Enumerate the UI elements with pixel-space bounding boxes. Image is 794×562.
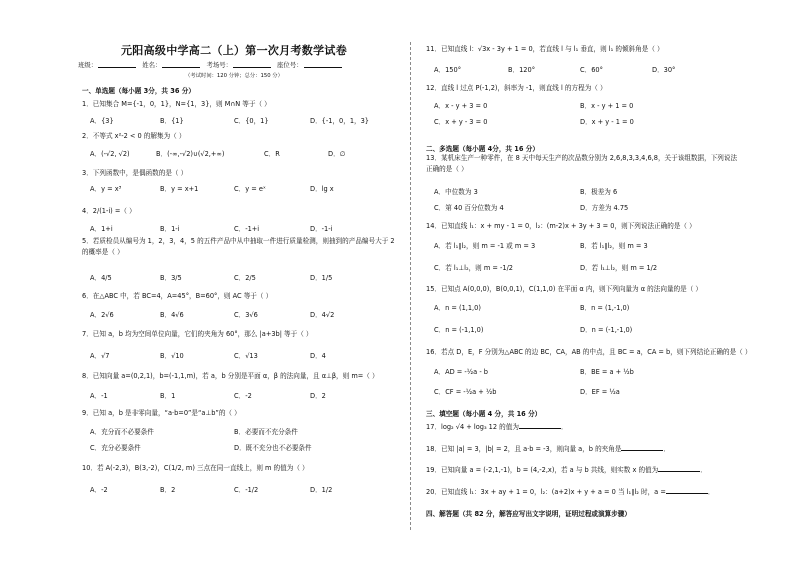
option-c[interactable]: C．R [264, 150, 280, 158]
question-6: 6．在△ABC 中，若 BC=4，A=45°，B=60°，则 AC 等于（ ） [82, 292, 273, 300]
section-single-choice: 一、单选题（每小题 3分，共 36 分） [82, 87, 195, 95]
option-b[interactable]: B．(-∞,-√2)∪(√2,+∞) [156, 150, 225, 158]
option-b[interactable]: B．{1} [160, 117, 184, 125]
question-13-options-row2 [426, 202, 740, 212]
option-c[interactable]: C．2/5 [234, 274, 256, 282]
option-c[interactable]: C．-1+i [234, 225, 260, 233]
question-4: 4．2/(1-i) =（ ） [82, 207, 136, 215]
option-b[interactable]: B．4√6 [160, 311, 184, 319]
option-a[interactable]: A．-2 [90, 486, 108, 494]
exam-note: （考试时间：120 分钟；总分：150 分） [185, 73, 283, 79]
question-8-options [82, 390, 400, 400]
column-divider [410, 42, 411, 530]
option-d[interactable]: D．30° [652, 66, 676, 74]
option-d[interactable]: D．既不充分也不必要条件 [234, 444, 312, 452]
option-c[interactable]: C．√13 [234, 352, 258, 360]
option-d[interactable]: D．4 [310, 352, 326, 360]
option-b[interactable]: B．必要而不充分条件 [234, 428, 298, 436]
option-a[interactable]: A．2√6 [90, 311, 114, 319]
question-17-text: 17．log₂ √4 + log₃ 12 的值为 [426, 423, 519, 431]
option-c[interactable]: C．{0，1} [234, 117, 269, 125]
question-10-options [82, 484, 400, 494]
option-a[interactable]: A．1+i [90, 225, 113, 233]
question-4-options [82, 223, 400, 233]
option-d[interactable]: D．1/5 [310, 274, 333, 282]
question-17: 17．log₂ √4 + log₃ 12 的值为 ． [426, 423, 568, 431]
option-c[interactable]: C．充分必要条件 [90, 444, 141, 452]
option-c[interactable]: C．-2 [234, 392, 252, 400]
option-d[interactable]: D．x + y - 1 = 0 [580, 118, 634, 126]
question-11: 11．已知直线 l：√3x - 3y + 1 = 0，若直线 l 与 l₁ 垂直，则 l₁ 的倾斜角是（ ） [426, 45, 664, 53]
option-b[interactable]: B．极差为 6 [580, 188, 618, 196]
question-9: 9．已知 a，b 是非零向量，“a·b=0”是“a⊥b”的（ ） [82, 409, 241, 417]
option-d[interactable]: D．∅ [328, 150, 346, 158]
question-15: 15．已知点 A(0,0,0)，B(0,0,1)，C(1,1,0) 在平面 α 内，则下列向量为 α 的法向量的是（ ） [426, 285, 703, 293]
option-c[interactable]: C．n = (-1,1,0) [434, 326, 484, 334]
option-a[interactable]: A．4/5 [90, 274, 112, 282]
option-d[interactable]: D．-1-i [310, 225, 333, 233]
question-16-options-row2 [426, 386, 740, 396]
section-answer: 四、解答题（共 82 分，解答应写出文字说明，证明过程或演算步骤） [426, 510, 631, 518]
option-a[interactable]: A．{3} [90, 117, 114, 125]
option-d[interactable]: D．方差为 4.75 [580, 204, 629, 212]
option-d[interactable]: D．1/2 [310, 486, 333, 494]
name-field[interactable] [162, 67, 200, 68]
option-a[interactable]: A．n = (1,1,0) [434, 304, 481, 312]
section-multi-choice: 二、多选题（每小题 4分，共 16 分） [426, 145, 539, 153]
question-19: 19．已知向量 a = (-2,1,-1)，b = (4,-2,x)，若 a 与 b 共线，则实数 x 的值为 ． [426, 466, 707, 474]
option-b[interactable]: B．1-i [160, 225, 180, 233]
option-a[interactable]: A．150° [434, 66, 461, 74]
question-2: 2．不等式 x²-2 < 0 的解集为（ ） [82, 132, 186, 140]
option-c[interactable]: C．若 l₁⊥l₂，则 m = -1/2 [434, 264, 513, 272]
question-13-options-row1 [426, 186, 740, 196]
question-19-text: 19．已知向量 a = (-2,1,-1)，b = (4,-2,x)，若 a 与 b 共线，则实数 x 的值为 [426, 466, 659, 474]
exam-no-label: 考场号： [206, 61, 232, 69]
option-d[interactable]: D．lg x [310, 185, 334, 193]
option-c[interactable]: C．x + y - 3 = 0 [434, 118, 488, 126]
question-5-options [82, 272, 400, 282]
question-12-options-row2 [426, 116, 740, 126]
answer-blank-20[interactable] [666, 487, 708, 494]
question-9-options-row1 [82, 426, 400, 436]
seat-no-label: 座位号： [277, 61, 303, 69]
question-8: 8．已知向量 a=(0,2,1)，b=(-1,1,m)，若 a，b 分别是平面 α，β 的法向量，且 α⊥β，则 m=（ ） [82, 372, 379, 380]
question-5: 5．若质检员从编号为 1，2，3，4，5 的五件产品中从中抽取一件进行质量检测，则抽到的产品编号大于 2 的概率是（ ） [82, 237, 395, 256]
option-d[interactable]: D．{-1，0，1，3} [310, 117, 370, 125]
question-1-options [82, 115, 400, 125]
section-fill-blank: 三、填空题（每小题 4 分，共 16 分） [426, 410, 542, 418]
option-c[interactable]: C．第 40 百分位数为 4 [434, 204, 504, 212]
option-a[interactable]: A．√7 [90, 352, 110, 360]
option-d[interactable]: D．4√2 [310, 311, 335, 319]
class-label: 班级： [78, 61, 98, 69]
option-b[interactable]: B．y = x+1 [160, 185, 199, 193]
question-15-options-row2 [426, 324, 740, 334]
question-16: 16．若点 D，E，F 分别为△ABC 的边 BC，CA，AB 的中点，且 BC = a，CA = b，则下列结论正确的是（ ） [426, 348, 752, 356]
right-column [422, 0, 752, 562]
question-7-options [82, 350, 400, 360]
seat-no-field[interactable] [304, 67, 342, 68]
option-b[interactable]: B．x - y + 1 = 0 [580, 102, 634, 110]
question-20-text: 20．已知直线 l₁：3x + ay + 1 = 0，l₂：(a+2)x + y + a = 0 当 l₁∥l₂ 时，a = [426, 488, 666, 496]
option-b[interactable]: B．2 [160, 486, 176, 494]
question-13: 13．某机床生产一种零件，在 8 天中每天生产的次品数分别为 2,6,8,3,3,4,6,8，关于该组数据，下列说法正确的是（ ） [426, 154, 738, 173]
question-20: 20．已知直线 l₁：3x + ay + 1 = 0，l₂：(a+2)x + y + a = 0 当 l₁∥l₂ 时，a = ． [426, 488, 715, 496]
question-16-options-row1 [426, 366, 740, 376]
answer-blank-17[interactable] [519, 422, 561, 429]
question-3-options [82, 183, 400, 193]
option-a[interactable]: A．中位数为 3 [434, 188, 478, 196]
student-info-row [78, 60, 400, 69]
exam-no-field[interactable] [233, 67, 271, 68]
class-field[interactable] [98, 67, 136, 68]
question-10: 10．若 A(-2,3)，B(3,-2)，C(1/2, m) 三点在同一直线上，则 m 的值为（ ） [82, 464, 309, 472]
answer-blank-18[interactable] [621, 444, 663, 451]
question-18-text: 18．已知 |a| = 3，|b| = 2，且 a·b = -3，则向量 a，b 的夹角是 [426, 445, 622, 453]
question-11-options [426, 64, 740, 74]
question-7: 7．已知 a，b 均为空间单位向量，它们的夹角为 60°，那么 |a+3b| 等于（ ） [82, 330, 313, 338]
option-b[interactable]: B．120° [508, 66, 535, 74]
option-a[interactable]: A．-1 [90, 392, 108, 400]
option-a[interactable]: A．x - y + 3 = 0 [434, 102, 488, 110]
question-6-options [82, 309, 400, 319]
option-b[interactable]: B．1 [160, 392, 176, 400]
name-label: 姓名： [142, 61, 162, 69]
question-14-options-row2 [426, 262, 740, 272]
option-b[interactable]: B．BE = a + ½b [580, 368, 634, 376]
page-title: 元阳高级中学高二（上）第一次月考数学试卷 [121, 44, 347, 57]
option-c[interactable]: C．-1/2 [234, 486, 259, 494]
question-9-options-row2 [82, 442, 400, 452]
option-b[interactable]: B．√10 [160, 352, 184, 360]
question-15-options-row1 [426, 302, 740, 312]
option-a[interactable]: A．若 l₁∥l₂，则 m = -1 或 m = 3 [434, 242, 536, 250]
option-a[interactable]: A．y = x³ [90, 185, 122, 193]
option-c[interactable]: C．60° [580, 66, 603, 74]
option-b[interactable]: B．3/5 [160, 274, 182, 282]
left-column [68, 0, 400, 562]
option-b[interactable]: B．若 l₁∥l₂，则 m = 3 [580, 242, 648, 250]
question-14: 14．已知直线 l₁：x + my - 1 = 0，l₂：(m-2)x + 3y + 3 = 0，则下列说法正确的是（ ） [426, 222, 696, 230]
option-a[interactable]: A．(-√2, √2) [90, 150, 130, 158]
question-18: 18．已知 |a| = 3，|b| = 2，且 a·b = -3，则向量 a，b 的夹角是 ． [426, 445, 671, 453]
question-2-options [82, 148, 400, 158]
option-a[interactable]: A．AD = -½a - b [434, 368, 488, 376]
option-d[interactable]: D．EF = ½a [580, 388, 620, 396]
option-c[interactable]: C．CF = -½a + ½b [434, 388, 497, 396]
option-b[interactable]: B．n = (1,-1,0) [580, 304, 630, 312]
option-c[interactable]: C．y = eˣ [234, 185, 266, 193]
question-12-options-row1 [426, 100, 740, 110]
option-a[interactable]: A．充分而不必要条件 [90, 428, 154, 436]
option-d[interactable]: D．n = (-1,-1,0) [580, 326, 633, 334]
option-d[interactable]: D．2 [310, 392, 326, 400]
question-3: 3．下列函数中，是偶函数的是（ ） [82, 169, 188, 177]
question-14-options-row1 [426, 240, 740, 250]
question-12: 12．直线 l 过点 P(-1,2)，斜率为 -1，则直线 l 的方程为（ ） [426, 84, 607, 92]
answer-blank-19[interactable] [658, 465, 700, 472]
option-d[interactable]: D．若 l₁⊥l₂，则 m = 1/2 [580, 264, 658, 272]
option-c[interactable]: C．3√6 [234, 311, 258, 319]
question-1: 1．已知集合 M={-1，0，1}，N={1，3}，则 M∩N 等于（ ） [82, 100, 271, 108]
